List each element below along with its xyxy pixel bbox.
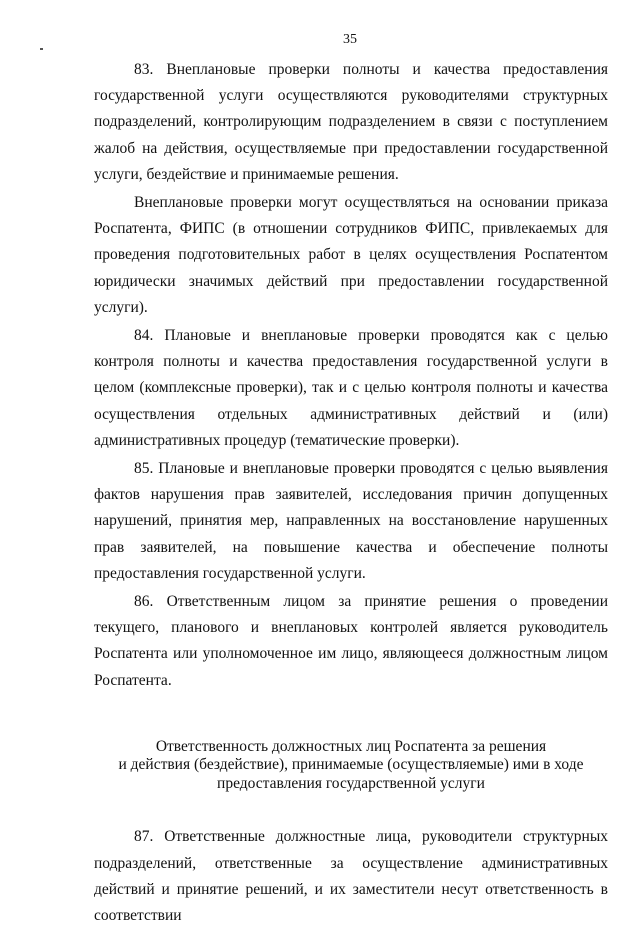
paragraph-85: 85. Плановые и внеплановые проверки проводятся с целью выявления фактов нарушения прав заявителей, исследования причин допущенных нарушений, принятия мер, направленных на восстановление нарушенных прав заявителей, на повышение качества и обеспечение полноты предоставления государственной услуги. [94,460,608,582]
paragraph-86: 86. Ответственным лицом за принятие решения о проведении текущего, планового и внеплановых контролей является руководитель Роспатента или уполномоченное им лицо, являющееся должностным лицом Роспатента. [94,593,608,689]
paragraph-83-continuation: Внеплановые проверки могут осуществляться на основании приказа Роспатента, ФИПС (в отношении сотрудников ФИПС, привлекаемых для проведения подготовительных работ в целях осуществления Роспатентом юридически значимых действий при предоставлении государственной услуги). [94,194,608,316]
paragraph-84: 84. Плановые и внеплановые проверки проводятся как с целью контроля полноты и качества предоставления государственной услуги в целом (комплексные проверки), так и с целью контроля полноты и качества осуществления отдельных административных действий и (или) административных процедур (тематические проверки). [94,327,608,449]
paragraph-87: 87. Ответственные должностные лица, руководители структурных подразделений, ответственные за осуществление административных действий и принятие решений, и их заместители несут ответственность в соответствии [94,828,608,924]
paragraph-83: 83. Внеплановые проверки полноты и качества предоставления государственной услуги осуществляются руководителями структурных подразделений, контролирующим подразделением в связи с поступлением жалоб на действия, осуществляемые при предоставлении государственной услуги, бездействие и принимаемые решения. [94,61,608,183]
section-heading-line: и действия (бездействие), принимаемые (осуществляемые) ими в ходе [118,756,584,774]
section-heading-line: Ответственность должностных лиц Роспатента за решения [155,737,547,755]
document-body [94,57,608,929]
scan-speck [40,48,43,50]
section-heading-line: предоставления государственной услуги [217,774,485,792]
page-number: 35 [343,32,357,47]
section-heading [94,738,608,794]
